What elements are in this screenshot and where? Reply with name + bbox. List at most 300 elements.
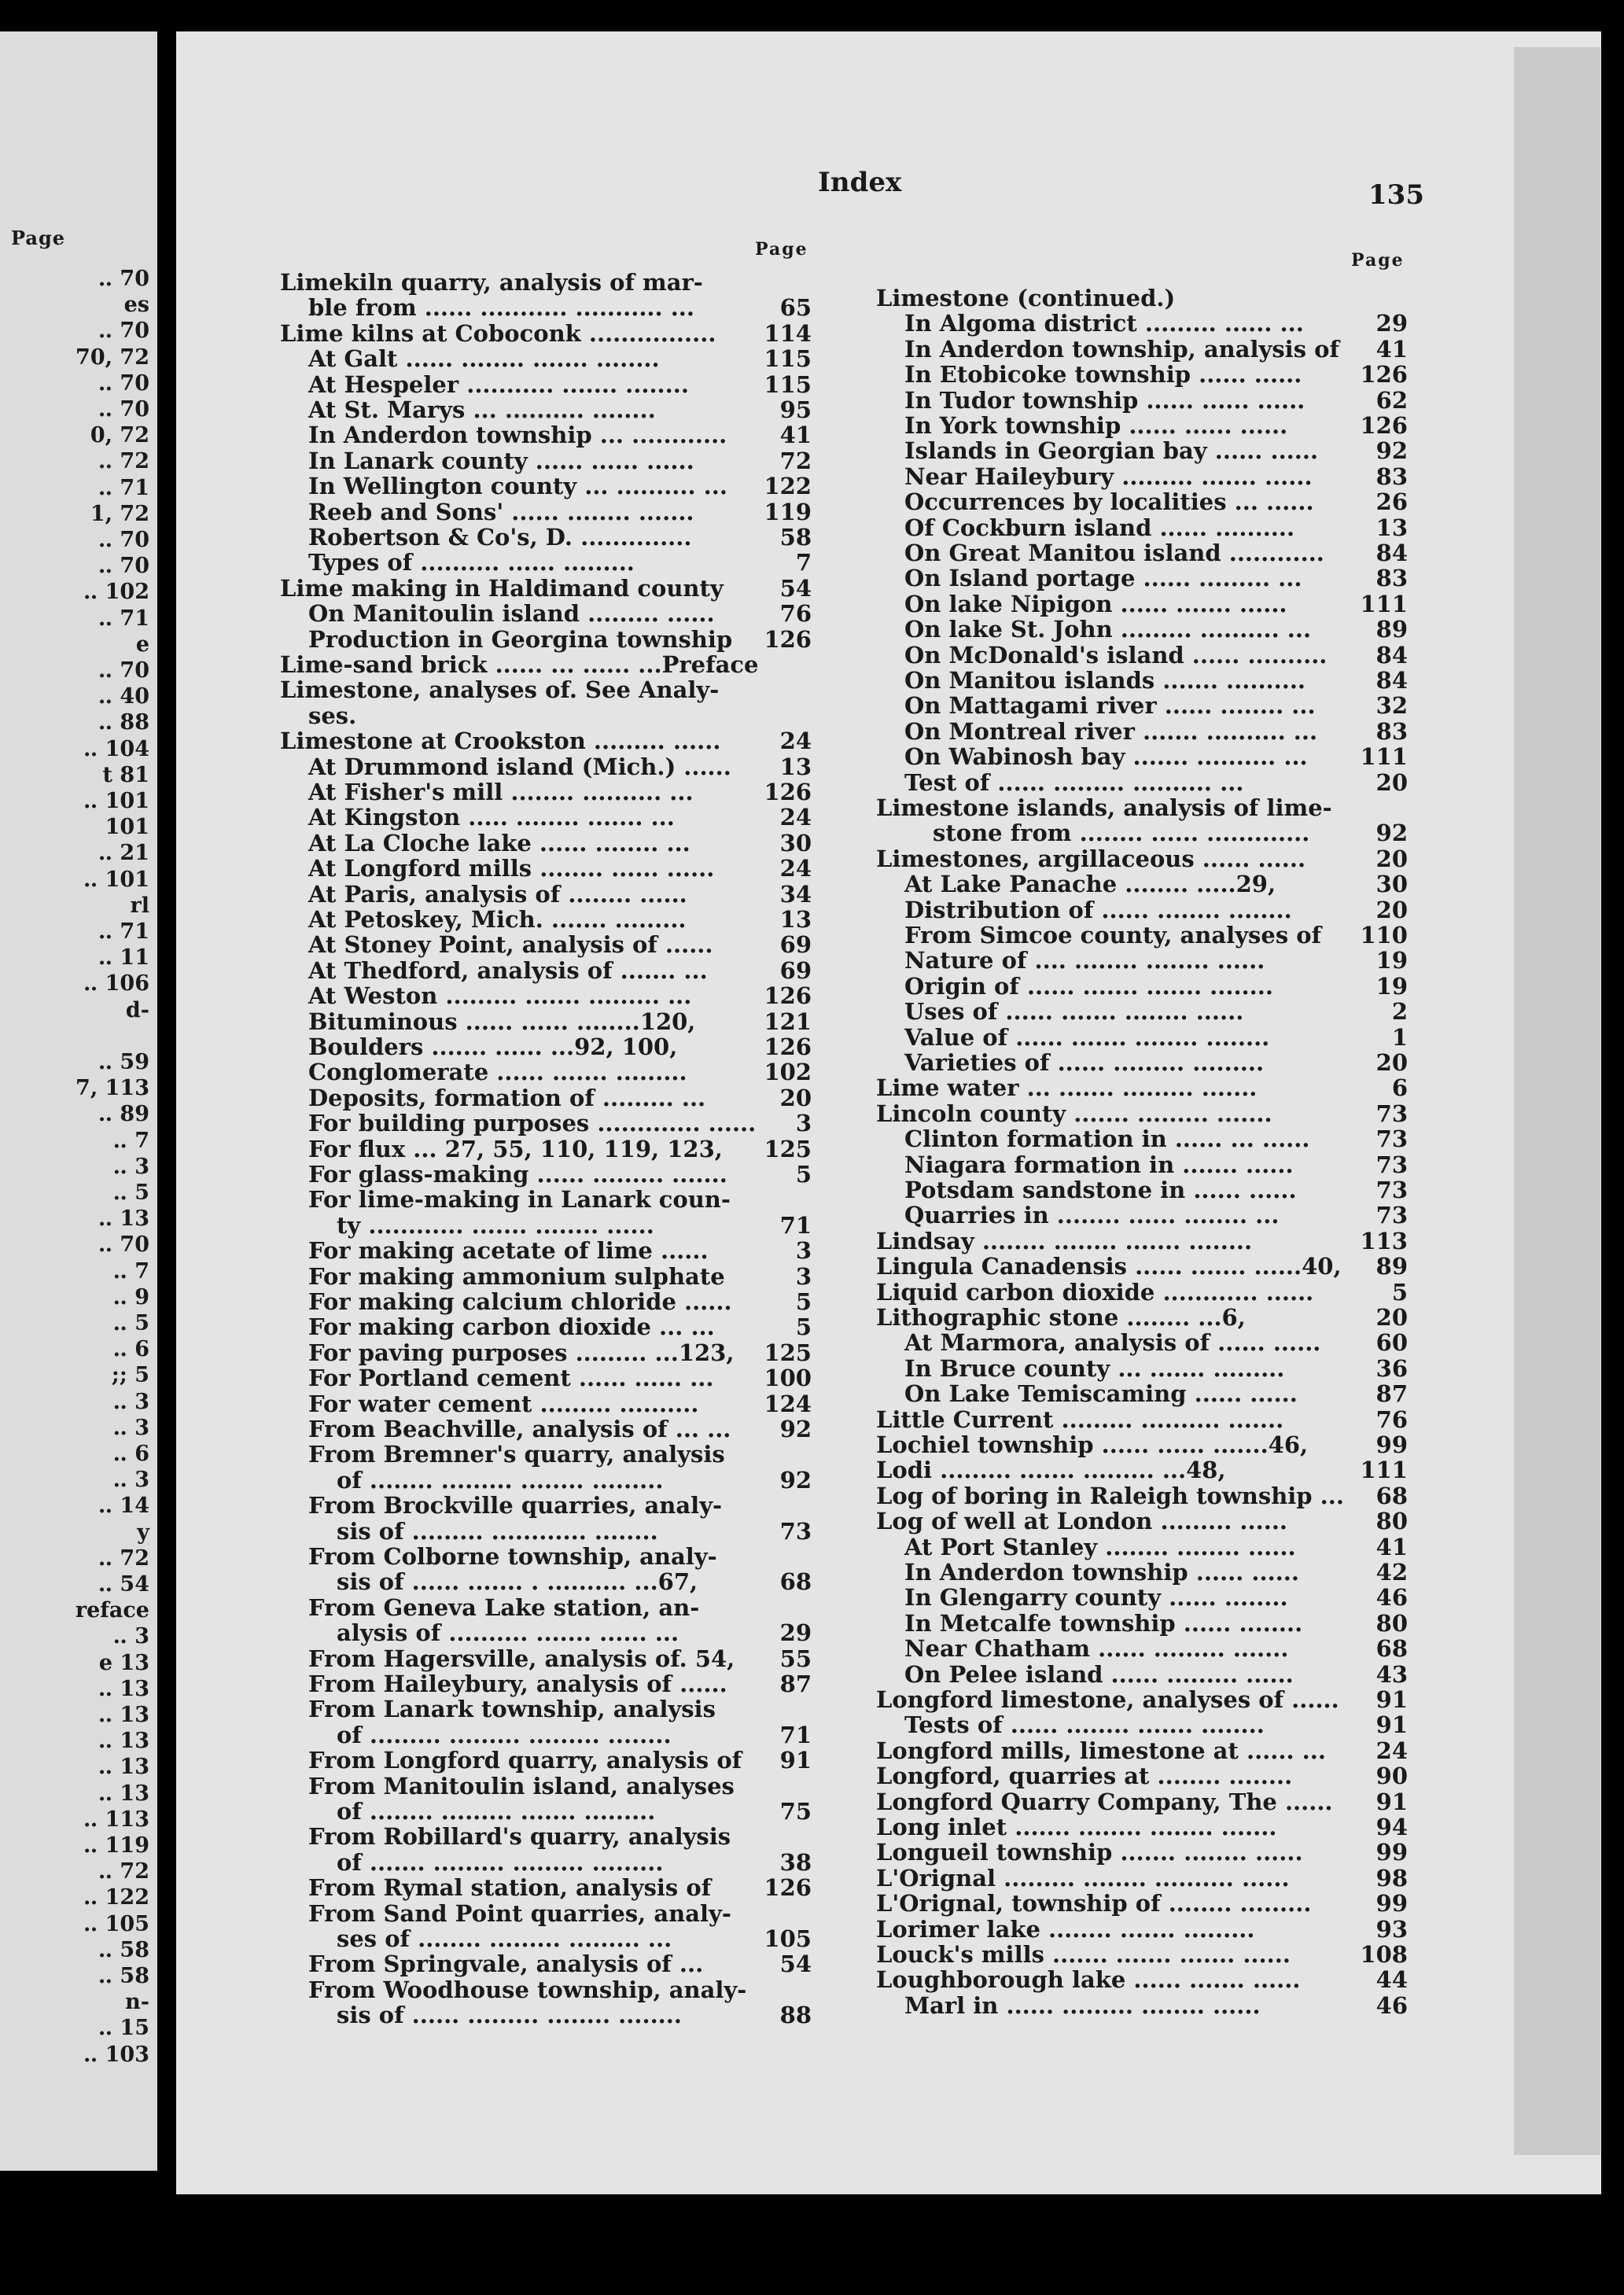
index-entry: [308, 1313, 812, 1340]
index-entry-page: 126: [764, 1033, 812, 1060]
index-entry-page: 69: [779, 931, 812, 959]
index-entry: [308, 626, 812, 653]
index-entry: [904, 336, 1408, 363]
index-entry: [308, 1085, 812, 1111]
index-entry-text: Longford, quarries at ........ ........: [876, 1763, 1293, 1790]
previous-page-line: ‥ 3: [112, 1389, 149, 1414]
index-entry: [308, 1976, 812, 2003]
previous-page-line: 0, 72: [90, 423, 149, 448]
previous-page-line: ‥ 58: [98, 1937, 149, 1962]
index-entry: [904, 412, 1408, 439]
index-entry-text: Marl in ...... ......... ........ ......: [904, 1991, 1261, 2019]
previous-page-line: ‥ 54: [98, 1572, 149, 1597]
index-entry-text: From Bremner's quarry, analysis: [308, 1441, 725, 1468]
index-entry-page: 83: [1375, 565, 1408, 592]
previous-page-line: ‥ 70: [98, 397, 149, 422]
index-entry-text: Lime kilns at Coboconk ................: [280, 319, 716, 347]
index-entry: [904, 565, 1408, 591]
previous-page-line: es: [123, 293, 149, 318]
index-entry-text: Bituminous ...... ...... ........120,: [308, 1008, 696, 1035]
index-entry: [904, 973, 1408, 1000]
index-entry: [308, 1671, 812, 1697]
index-entry: [280, 651, 812, 678]
index-entry: [280, 269, 812, 296]
index-entry-text: From Colborne township, analy-: [308, 1543, 717, 1570]
index-entry-text: sis of ...... ......... ........ ........: [337, 2002, 682, 2029]
index-entry-text: stone from ........ ...... .............: [933, 820, 1310, 847]
index-entry-page: 19: [1375, 972, 1408, 1000]
index-entry: [308, 422, 812, 448]
index-entry-text: At Petoskey, Mich. ....... .........: [308, 906, 687, 933]
index-entry-text: In Bruce county ... ....... .........: [904, 1354, 1285, 1382]
index-entry-text: Quarries in ........ ...... ........ ...: [904, 1202, 1280, 1229]
index-entry-page: 122: [764, 473, 812, 500]
previous-page-line: n-: [125, 1990, 149, 2015]
index-entry: [308, 1237, 812, 1264]
page-edge-shadow: [1514, 47, 1600, 2155]
index-entry-page: 13: [779, 753, 812, 780]
index-entry: [308, 1823, 812, 1850]
index-entry: [280, 676, 812, 703]
index-entry-page: 90: [1375, 1763, 1408, 1790]
index-entry-page: 26: [1375, 488, 1408, 516]
index-entry-page: 20: [1375, 896, 1408, 923]
index-entry: [308, 1441, 812, 1468]
index-entry-page: 71: [779, 1721, 812, 1748]
index-entry-text: Occurrences by localities ... ......: [904, 488, 1314, 516]
index-entry: [904, 871, 1408, 897]
index-entry-page: 73: [1375, 1202, 1408, 1229]
index-entry-text: Deposits, formation of ......... ...: [308, 1084, 706, 1111]
index-entry-page: 73: [779, 1517, 812, 1545]
index-entry: [308, 1339, 812, 1366]
index-entry-page: 30: [1375, 871, 1408, 898]
index-entry-text: Distribution of ...... ........ ........: [904, 896, 1292, 923]
index-entry-text: From Simcoe county, analyses of: [904, 922, 1322, 949]
index-entry: [904, 1584, 1408, 1611]
index-entry-page: 98: [1375, 1864, 1408, 1892]
index-entry-text: of ........ ......... ........ .........: [337, 1466, 664, 1494]
index-entry-text: On Pelee island ...... ......... ......: [904, 1660, 1294, 1688]
index-entry: [308, 1773, 812, 1800]
previous-page-line: ‥ 59: [98, 1050, 149, 1074]
previous-page-line: ‥ 70: [98, 267, 149, 291]
index-entry-page: 87: [779, 1671, 812, 1697]
index-entry: [904, 718, 1408, 745]
index-entry-text: of ........ ......... ....... .........: [337, 1798, 656, 1825]
index-entry-text: At Drummond island (Mich.) ......: [308, 753, 731, 780]
index-entry-text: For making ammonium sulphate: [308, 1262, 725, 1290]
index-entry-page: 83: [1375, 462, 1408, 490]
index-entry-text: In Lanark county ...... ...... ......: [308, 447, 694, 474]
index-entry-text: At Longford mills ........ ...... ......: [308, 855, 715, 882]
index-entry-page: 125: [764, 1135, 812, 1162]
index-entry-text: On lake St. John ......... .......... ...: [904, 616, 1312, 643]
index-entry-text: From Geneva Lake station, an-: [308, 1593, 700, 1621]
index-entry-page: 41: [1375, 1533, 1408, 1560]
previous-page-line: ‥ 9: [112, 1284, 149, 1310]
previous-page-line: ‥ 70: [98, 1232, 149, 1258]
index-entry: [308, 371, 812, 398]
index-entry-text: From Woodhouse township, analy-: [308, 1976, 747, 2003]
previous-page-line: 70, 72: [75, 344, 149, 370]
index-entry-text: of ......... ......... ......... ........: [337, 1721, 672, 1748]
index-entry-text: In Anderdon township, analysis of: [904, 335, 1339, 363]
index-entry: [308, 524, 812, 551]
index-entry: [904, 1125, 1408, 1152]
previous-page-line: ‥ 5: [112, 1181, 149, 1205]
index-entry-page: 20: [1375, 1049, 1408, 1076]
index-entry-page: 62: [1375, 386, 1408, 414]
previous-page-line: ‥ 3: [112, 1624, 149, 1649]
index-entry-page: 38: [779, 1848, 812, 1876]
index-entry-page: 73: [1375, 1151, 1408, 1178]
index-entry-page: 42: [1375, 1559, 1408, 1586]
index-entry: [308, 804, 812, 831]
previous-page-line: ‥ 58: [98, 1964, 149, 1988]
index-entry: [904, 1610, 1408, 1637]
index-entry-page: 89: [1375, 616, 1408, 643]
index-entry-page: 100: [764, 1365, 812, 1392]
previous-page-line: rl: [130, 893, 149, 918]
previous-page-line: ‥ 71: [98, 919, 149, 944]
index-entry: [337, 1467, 812, 1494]
index-entry-page: 84: [1375, 641, 1408, 669]
index-entry-page: 30: [779, 829, 812, 856]
index-entry-text: Lingula Canadensis ...... ....... ......40,: [876, 1253, 1342, 1280]
index-entry-text: Reeb and Sons' ...... ........ .......: [308, 498, 694, 525]
index-entry-text: At Port Stanley ........ ........ ......: [904, 1533, 1296, 1560]
index-entry-text: At Galt ...... ........ ....... ........: [308, 345, 660, 373]
index-entry-page: 91: [1375, 1686, 1408, 1713]
index-entry: [876, 285, 1408, 311]
index-entry: [308, 1288, 812, 1315]
index-entry: [308, 1136, 812, 1162]
index-entry-text: Uses of ...... ....... ........ ......: [904, 998, 1244, 1026]
index-entry-text: From Beachville, analysis of ... ...: [308, 1416, 731, 1442]
index-entry-text: At Hespeler ........... ....... ........: [308, 370, 689, 398]
index-entry-text: On Mattagami river ...... ........ ...: [904, 692, 1316, 720]
previous-page-line: ‥ 5: [112, 1311, 149, 1335]
index-entry: [308, 1696, 812, 1722]
index-entry-text: Test of ...... ......... .......... ...: [904, 768, 1244, 796]
index-entry-page: 2: [1391, 998, 1408, 1026]
index-entry: [308, 1951, 812, 1977]
index-entry-text: Liquid carbon dioxide ............ ......: [876, 1278, 1314, 1306]
index-entry: [308, 855, 812, 882]
index-entry: [308, 1059, 812, 1085]
index-entry-page: 125: [764, 1339, 812, 1366]
index-entry-text: Longford limestone, analyses of ......: [876, 1686, 1339, 1713]
index-entry: [904, 488, 1408, 515]
index-entry: [876, 1686, 1408, 1713]
index-entry-page: 5: [795, 1313, 812, 1341]
index-entry-page: 72: [779, 447, 812, 474]
index-entry-text: Limekiln quarry, analysis of mar-: [280, 269, 703, 296]
index-entry-page: 75: [779, 1798, 812, 1825]
index-entry: [876, 1737, 1408, 1764]
index-entry-text: For paving purposes ......... ...123,: [308, 1339, 735, 1366]
index-entry: [904, 1661, 1408, 1688]
index-entry: [904, 1711, 1408, 1738]
index-entry-text: Limestones, argillaceous ...... ......: [876, 845, 1306, 872]
previous-page-line: ‥ 88: [98, 710, 149, 735]
index-entry: [876, 1865, 1408, 1892]
index-entry: [876, 1966, 1408, 1993]
index-entry-text: L'Orignal, township of ........ .........: [876, 1890, 1312, 1917]
index-entry-page: 99: [1375, 1839, 1408, 1866]
previous-page-line: 1, 72: [90, 501, 149, 526]
index-entry-page: 29: [1375, 310, 1408, 337]
index-entry-text: Nature of .... ........ ........ ......: [904, 947, 1265, 974]
index-entry: [876, 1406, 1408, 1433]
index-entry: [904, 1329, 1408, 1356]
index-entry: [876, 1304, 1408, 1331]
previous-page-line: ‥ 70: [98, 528, 149, 552]
index-entry-page: 20: [779, 1084, 812, 1111]
index-entry-text: alysis of .......... ....... ...... ...: [337, 1619, 679, 1647]
index-entry: [308, 1645, 812, 1672]
index-entry-page: 68: [1375, 1482, 1408, 1509]
index-entry: [876, 1941, 1408, 1968]
index-entry: [308, 982, 812, 1009]
index-entry: [904, 514, 1408, 541]
index-entry-text: sis of ...... ....... . .......... ...67,: [337, 1568, 698, 1596]
previous-page-line: [0, 1025, 149, 1048]
previous-page-line: t 81: [102, 762, 149, 787]
index-entry: [280, 320, 812, 347]
index-entry-page: 126: [1360, 361, 1408, 389]
index-entry-text: Robertson & Co's, D. ..............: [308, 524, 692, 551]
index-entry: [308, 753, 812, 780]
previous-page-line: ‥ 122: [83, 1885, 149, 1910]
index-entry: [308, 1008, 812, 1035]
previous-page-line: ‥ 72: [98, 1859, 149, 1884]
index-entry: [876, 1253, 1408, 1280]
index-entry: [904, 1202, 1408, 1229]
previous-page-line: ‥ 14: [98, 1494, 149, 1519]
index-entry-page: 119: [764, 498, 812, 525]
index-entry-text: At Marmora, analysis of ...... ......: [904, 1329, 1321, 1357]
previous-page-line: e: [135, 632, 149, 657]
index-entry-text: At Paris, analysis of ........ ......: [308, 880, 687, 908]
index-entry-text: L'Orignal ......... ........ .......... ......: [876, 1864, 1290, 1892]
index-entry-text: On Manitou islands ....... ..........: [904, 667, 1306, 694]
index-entry-page: 99: [1375, 1431, 1408, 1458]
previous-page-line: ‥ 72: [98, 449, 149, 474]
index-entry: [876, 1839, 1408, 1866]
index-entry: [308, 473, 812, 499]
index-entry-page: 111: [1360, 1457, 1408, 1484]
index-entry-text: From Longford quarry, analysis of: [308, 1747, 742, 1774]
index-entry: [876, 1100, 1408, 1127]
index-entry-text: At Thedford, analysis of ....... ...: [308, 956, 708, 984]
index-entry: [904, 743, 1408, 770]
index-entry: [308, 499, 812, 525]
index-entry-text: Origin of ...... ....... ....... ........: [904, 972, 1273, 1000]
index-entry-text: At Lake Panache ........ .....29,: [904, 871, 1276, 898]
index-entry-page: 94: [1375, 1814, 1408, 1840]
index-entry-page: 108: [1360, 1941, 1408, 1968]
index-entry-text: On lake Nipigon ...... ....... ......: [904, 590, 1287, 617]
index-entry-text: Louck's mills ....... ....... ....... ......: [876, 1941, 1291, 1968]
index-entry-text: Lithographic stone ........ ...6,: [876, 1304, 1246, 1331]
index-entry-text: From Haileybury, analysis of ......: [308, 1671, 727, 1697]
index-entry-text: Limestone islands, analysis of lime-: [876, 794, 1332, 821]
previous-page-line: ‥ 7: [112, 1128, 149, 1153]
index-entry-page: 3: [795, 1237, 812, 1265]
index-entry-page: 20: [1375, 845, 1408, 872]
index-entry-page: 41: [1375, 335, 1408, 363]
index-entry: [308, 957, 812, 984]
index-entry: [904, 922, 1408, 949]
index-entry-page: 55: [779, 1645, 812, 1672]
index-entry-text: At Stoney Point, analysis of ......: [308, 931, 713, 959]
column-1-page-header: Page: [755, 239, 808, 260]
index-entry-page: 113: [1360, 1227, 1408, 1254]
index-entry-text: Clinton formation in ...... ... ......: [904, 1125, 1310, 1153]
previous-page-line: ‥ 70: [98, 554, 149, 579]
index-entry-text: Longford mills, limestone at ...... ...: [876, 1737, 1326, 1764]
index-entry-page: 91: [1375, 1711, 1408, 1739]
index-entry-page: 54: [779, 1951, 812, 1978]
index-entry: [904, 310, 1408, 337]
index-entry-text: Near Haileybury ......... ....... ......: [904, 462, 1313, 490]
index-entry: [876, 1431, 1408, 1458]
index-entry-page: 73: [1375, 1177, 1408, 1203]
index-entry: [308, 779, 812, 805]
index-entry: [904, 1024, 1408, 1051]
index-entry-text: At Kingston ..... ........ ....... ...: [308, 804, 675, 831]
index-entry: [904, 1380, 1408, 1407]
previous-page-line: ‥ 11: [98, 945, 149, 971]
previous-page-line: ;; 5: [111, 1363, 149, 1388]
page-number: 135: [1368, 179, 1424, 211]
index-entry-text: Lime water ... ....... ......... .......: [876, 1074, 1258, 1102]
index-entry-text: In Wellington county ... .......... ...: [308, 473, 727, 500]
index-entry: [904, 692, 1408, 719]
index-entry-text: Loughborough lake ...... ....... ......: [876, 1966, 1301, 1994]
index-entry-page: 36: [1375, 1354, 1408, 1382]
index-entry-text: Lodi ......... ....... ......... ...48,: [876, 1457, 1226, 1484]
index-entry-text: Lochiel township ...... ...... .......46,: [876, 1431, 1309, 1458]
index-entry-page: 95: [779, 396, 812, 423]
index-entry-page: 54: [779, 574, 812, 602]
index-entry: [904, 437, 1408, 464]
index-entry-page: 68: [779, 1568, 812, 1596]
index-entry: [904, 1635, 1408, 1662]
index-entry-text: Niagara formation in ....... ......: [904, 1151, 1294, 1178]
index-entry-text: ble from ...... ........... ........... ...: [308, 294, 694, 322]
index-entry: [308, 294, 812, 321]
previous-page-line: ‥ 106: [83, 971, 149, 996]
index-entry-text: From Rymal station, analysis of: [308, 1874, 712, 1902]
previous-page-line: ‥ 113: [83, 1807, 149, 1832]
previous-page-line: ‥ 13: [98, 1781, 149, 1806]
previous-page-line: ‥ 101: [83, 789, 149, 813]
index-entry-page: 83: [1375, 717, 1408, 745]
index-entry-text: Lime-sand brick ...... ... ...... ...Preface: [280, 651, 759, 678]
index-entry-text: ty ............ ....... ........ ......: [337, 1211, 654, 1239]
previous-page-line: ‥ 3: [112, 1468, 149, 1493]
index-entry-page: 111: [1360, 743, 1408, 771]
previous-page-line: y: [137, 1520, 149, 1545]
index-entry-page: 126: [764, 625, 812, 653]
index-entry: [308, 931, 812, 958]
page-title: Index: [818, 167, 902, 198]
index-entry-page: 24: [779, 855, 812, 882]
previous-page-line: 7, 113: [75, 1076, 149, 1101]
index-entry: [308, 549, 812, 576]
index-entry-page: 68: [1375, 1635, 1408, 1663]
index-entry: [337, 1518, 812, 1545]
index-entry: [308, 448, 812, 474]
index-entry-page: 13: [1375, 514, 1408, 541]
index-entry-text: For Portland cement ...... ...... ...: [308, 1365, 714, 1392]
previous-page-line: ‥ 70: [98, 658, 149, 683]
index-entry-text: Conglomerate ...... ....... .........: [308, 1059, 687, 1086]
index-entry: [904, 463, 1408, 490]
index-entry-text: Lorimer lake ........ ....... .........: [876, 1915, 1255, 1943]
index-entry: [876, 1508, 1408, 1534]
index-entry: [904, 1992, 1408, 2019]
index-entry-text: In Anderdon township ... ............: [308, 422, 727, 449]
index-entry: [308, 1416, 812, 1442]
index-entry-page: 41: [779, 422, 812, 449]
index-entry-text: At Fisher's mill ........ .......... ...: [308, 779, 694, 805]
index-entry: [308, 1161, 812, 1188]
previous-page-line: ‥ 13: [98, 1755, 149, 1780]
index-entry-text: In Glengarry county ...... ........: [904, 1584, 1288, 1612]
index-entry: [904, 387, 1408, 414]
index-entry-text: Boulders ....... ...... ...92, 100,: [308, 1033, 678, 1060]
column-2-page-header: Page: [1351, 250, 1405, 271]
index-entry: [280, 575, 812, 602]
index-entry: [308, 1263, 812, 1290]
index-entry: [876, 1483, 1408, 1509]
index-entry-page: 114: [764, 319, 812, 347]
index-entry-text: Long inlet ....... ........ ........ .......: [876, 1814, 1277, 1840]
index-entry: [337, 1798, 812, 1825]
index-entry: [337, 1925, 812, 1952]
index-entry: [904, 667, 1408, 694]
index-entry: [876, 1457, 1408, 1483]
index-entry-page: 126: [1360, 412, 1408, 439]
index-entry: [876, 1814, 1408, 1840]
index-entry-text: Limestone (continued.): [876, 285, 1176, 311]
index-entry-text: From Robillard's quarry, analysis: [308, 1823, 731, 1851]
index-entry-page: 20: [1375, 768, 1408, 796]
index-entry: [876, 1788, 1408, 1815]
previous-page-line: ‥ 3: [112, 1415, 149, 1440]
index-entry: [904, 616, 1408, 643]
index-entry: [904, 1151, 1408, 1178]
index-entry-text: of ....... ......... ......... .........: [337, 1848, 664, 1876]
index-entry-page: 3: [795, 1262, 812, 1290]
index-entry-page: 115: [764, 370, 812, 398]
index-entry: [308, 1365, 812, 1391]
index-entry-text: Production in Georgina township: [308, 625, 733, 653]
previous-page-line: ‥ 71: [98, 606, 149, 631]
index-entry-page: 91: [1375, 1788, 1408, 1815]
index-entry-page: 105: [764, 1925, 812, 1952]
index-entry-text: In Tudor township ...... ...... ......: [904, 386, 1305, 414]
index-entry: [904, 642, 1408, 669]
index-entry-page: 32: [1375, 692, 1408, 720]
index-entry-page: 87: [1375, 1380, 1408, 1408]
index-entry: [904, 947, 1408, 974]
previous-page-line: ‥ 105: [83, 1911, 149, 1936]
